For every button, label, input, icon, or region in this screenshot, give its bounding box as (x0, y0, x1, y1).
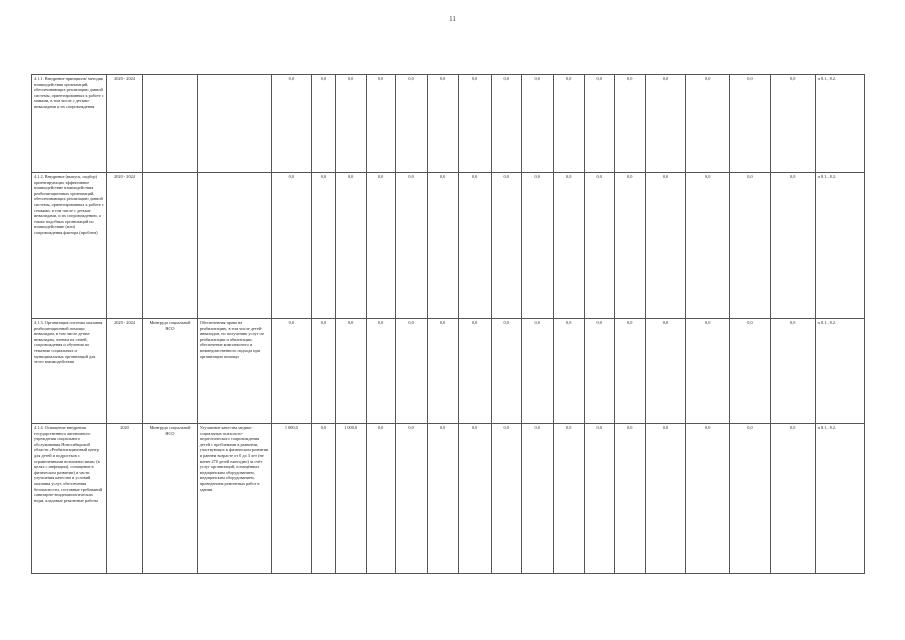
funding-value-cell: 0,0 (645, 319, 686, 424)
funding-value-cell: 0,0 (584, 75, 614, 173)
funding-value-cell: 0,0 (645, 424, 686, 574)
period-cell: 2020 - 2024 (106, 319, 142, 424)
funding-value-cell: 0,0 (614, 75, 645, 173)
expected-result-cell: Улучшение качества медико-социальных психолого-педагогического сопровождения детей с проблемами в развитии, участвующих в физическом развитии и раннем возрасте от 0 до 3 лет (не менее 270 детей ежегодно) за счёт услуг организаций, оснащённых медицинским оборудованием, медицинским оборудованием, проведением ремонтных работ в здании (197, 424, 271, 574)
funding-value-cell: 0,0 (730, 173, 771, 319)
period-cell: 2020 - 2024 (106, 173, 142, 319)
page-number: 11 (449, 15, 456, 23)
measure-name-cell: 4.1.2. Внедрение (выпуск, подбор) ориентирующих эффективное взаимодействие взаимодействия реабилитационных организаций, обеспечивающих реализацию данной системы, ориентированных к работе с семьями, в том числе с детьми-инвалидами, и их сопровождению, а также подобных организаций по взаимодействию (или) сопровождения фактора (проблем) (32, 173, 107, 319)
measure-name-cell: 4.1.4. Оснащение внедрения государственного автономного учреждения социального обслуживания Новосибирской области «Реабилитационный центр для детей и подростков с ограниченными возможностями» (в целях с инфекции), оснащение в физическом развитии) и части улучшения качества и условий оказания услуг, обеспечения безопасности, составные требований санитарно-эпидемиологических норм, кладовые ремонтные работы (32, 424, 107, 574)
funding-value-cell: 0,0 (366, 173, 395, 319)
funding-value-cell: 0,0 (770, 319, 815, 424)
target-indicator-cell: п 8.1., 8.2. (815, 75, 864, 173)
table-row (32, 424, 865, 574)
period-cell: 2020 (106, 424, 142, 574)
funding-value-cell: 0,0 (770, 424, 815, 574)
executor-cell (143, 75, 198, 173)
funding-value-cell: 0,0 (686, 319, 730, 424)
funding-value-cell: 0,0 (458, 319, 491, 424)
funding-value-cell: 0,0 (335, 75, 366, 173)
funding-value-cell: 0,0 (553, 75, 584, 173)
funding-value-cell: 0,0 (427, 75, 458, 173)
funding-value-cell: 0,0 (645, 75, 686, 173)
funding-value-cell: 0,0 (521, 173, 553, 319)
funding-value-cell: 0,0 (312, 75, 336, 173)
funding-value-cell: 0,0 (491, 173, 521, 319)
funding-value-cell: 0,0 (427, 319, 458, 424)
funding-value-cell: 0,0 (395, 173, 427, 319)
executor-cell: Минтруда социальной НСО (143, 319, 198, 424)
funding-value-cell: 0,0 (521, 75, 553, 173)
executor-cell: Минтруда социальной НСО (143, 424, 198, 574)
funding-value-cell: 0,0 (491, 424, 521, 574)
funding-value-cell: 0,0 (584, 319, 614, 424)
funding-value-cell: 0,0 (553, 424, 584, 574)
period-cell: 2020 - 2024 (106, 75, 142, 173)
funding-value-cell: 0,0 (730, 319, 771, 424)
funding-value-cell: 0,0 (458, 424, 491, 574)
funding-value-cell: 0,0 (395, 319, 427, 424)
funding-value-cell: 0,0 (686, 424, 730, 574)
funding-value-cell: 0,0 (491, 319, 521, 424)
funding-value-cell: 0,0 (491, 75, 521, 173)
funding-value-cell: 0,0 (366, 75, 395, 173)
funding-value-cell: 0,0 (458, 75, 491, 173)
funding-value-cell: 0,0 (614, 319, 645, 424)
funding-value-cell: 0,0 (730, 424, 771, 574)
plan-table (31, 74, 865, 574)
target-indicator-cell: п 8.1., 8.2. (815, 173, 864, 319)
executor-cell (143, 173, 198, 319)
table-row (32, 319, 865, 424)
funding-value-cell: 0,0 (312, 173, 336, 319)
funding-value-cell: 0,0 (584, 424, 614, 574)
funding-value-cell: 0,0 (553, 173, 584, 319)
funding-value-cell: 0,0 (584, 173, 614, 319)
funding-value-cell: 0,0 (271, 319, 312, 424)
funding-value-cell: 0,0 (553, 319, 584, 424)
funding-value-cell: 0,0 (395, 75, 427, 173)
expected-result-cell (197, 173, 271, 319)
funding-value-cell: 0,0 (312, 424, 336, 574)
expected-result-cell: Обеспеченная права на реабилитацию, в том числе детей-инвалидов, по получению услуг по реабилитации и абилитации, обеспечение комплексного и межведомственного подхода при организации помощи (197, 319, 271, 424)
table-row (32, 173, 865, 319)
funding-value-cell: 0,0 (686, 173, 730, 319)
funding-value-cell: 1 000,0 (335, 424, 366, 574)
funding-value-cell: 0,0 (645, 173, 686, 319)
target-indicator-cell: п 8.1., 8.2. (815, 424, 864, 574)
funding-value-cell: 0,0 (521, 424, 553, 574)
funding-value-cell: 0,0 (271, 75, 312, 173)
funding-value-cell: 0,0 (395, 424, 427, 574)
measure-name-cell: 4.1.1. Внедрение принципов/ методик взаимодействия организаций, обеспечивающих реализацию данной системы, ориентированных к работе с мамами, в том числе с детьми-инвалидами и их сопровождения (32, 75, 107, 173)
funding-value-cell: 0,0 (770, 75, 815, 173)
funding-value-cell: 0,0 (312, 319, 336, 424)
funding-value-cell: 0,0 (335, 173, 366, 319)
funding-value-cell: 0,0 (730, 75, 771, 173)
expected-result-cell (197, 75, 271, 173)
table-row (32, 75, 865, 173)
funding-value-cell: 0,0 (366, 424, 395, 574)
funding-value-cell: 0,0 (614, 173, 645, 319)
measure-name-cell: 4.1.3. Организация системы оказания реабилитационной помощи инвалидам, в том числе детям-инвалидам, членам их семей, сопровождения и обучения по тематике социальных и муниципальных организаций для этого взаимодействия (32, 319, 107, 424)
funding-value-cell: 0,0 (366, 319, 395, 424)
funding-value-cell: 0,0 (458, 173, 491, 319)
funding-value-cell: 0,0 (335, 319, 366, 424)
funding-value-cell: 0,0 (427, 173, 458, 319)
funding-value-cell: 0,0 (271, 173, 312, 319)
funding-value-cell: 0,0 (427, 424, 458, 574)
funding-value-cell: 0,0 (770, 173, 815, 319)
funding-value-cell: 0,0 (686, 75, 730, 173)
funding-value-cell: 0,0 (614, 424, 645, 574)
funding-value-cell: 0,0 (521, 319, 553, 424)
target-indicator-cell: п 8.1., 8.2. (815, 319, 864, 424)
funding-value-cell: 1 000,0 (271, 424, 312, 574)
